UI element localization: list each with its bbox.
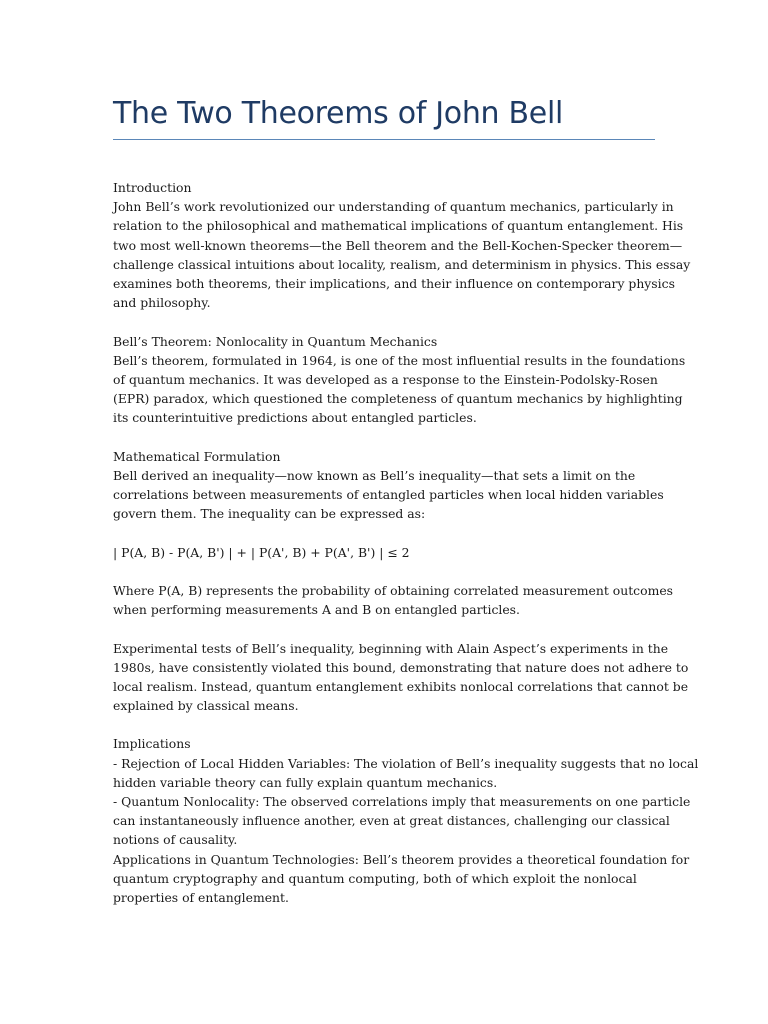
bell-inequality: | P(A, B) - P(A, B') | + | P(A', B) + P(A', B') | ≤ 2 — [113, 544, 410, 560]
list-item-line: - Rejection of Local Hidden Variables: The violation of Bell’s inequality suggests that no local — [113, 755, 699, 771]
title-underline — [113, 139, 655, 140]
paragraph-line: govern them. The inequality can be expressed as: — [113, 506, 426, 522]
paragraph-line: properties of entanglement. — [113, 889, 289, 905]
list-item-line: can instantaneously influence another, even at great distances, challenging our classical — [113, 813, 670, 829]
paragraph-line: correlations between measurements of entangled particles when local hidden variables — [113, 487, 664, 502]
section-inequality — [113, 543, 658, 562]
paragraph-line: of quantum mechanics. It was developed as a response to the Einstein-Podolsky-Rosen — [113, 371, 658, 387]
document-body — [113, 178, 699, 907]
section-bells-theorem — [113, 332, 686, 428]
paragraph-line: its counterintuitive predictions about entangled particles. — [113, 410, 477, 426]
paragraph-line: Applications in Quantum Technologies: Bell’s theorem provides a theoretical foundation for — [113, 851, 690, 867]
paragraph-line: Bell’s theorem, formulated in 1964, is one of the most influential results in the foundations — [113, 352, 686, 368]
section-experimental-tests — [113, 639, 689, 716]
paragraph-line: Where P(A, B) represents the probability of obtaining correlated measurement outcomes — [113, 582, 674, 598]
paragraph-line: and philosophy. — [113, 295, 211, 311]
paragraph-spacer — [113, 523, 658, 542]
paragraph-line: two most well-known theorems—the Bell theorem and the Bell-Kochen-Specker theorem— — [113, 237, 683, 253]
paragraph-line: local realism. Instead, quantum entanglement exhibits nonlocal correlations that cannot be — [113, 678, 689, 694]
paragraph-line: quantum cryptography and quantum computing, both of which exploit the nonlocal — [113, 870, 637, 886]
paragraph-line: challenge classical intuitions about locality, realism, and determinism in physics. This essay — [113, 256, 691, 272]
list-item-line: hidden variable theory can fully explain quantum mechanics. — [113, 774, 498, 790]
section-mathematical-formulation — [113, 447, 664, 524]
section-probability-definition — [113, 581, 674, 619]
paragraph-line: examines both theorems, their implications, and their influence on contemporary physics — [113, 275, 675, 291]
document-title: The Two Theorems of John Bell — [113, 96, 564, 131]
paragraph-spacer — [113, 715, 658, 734]
section-implications — [113, 734, 699, 907]
section-heading: Mathematical Formulation — [113, 448, 281, 464]
paragraph-spacer — [113, 312, 658, 331]
paragraph-line: explained by classical means. — [113, 698, 299, 714]
paragraph-line: relation to the philosophical and mathematical implications of quantum entanglement. His — [113, 218, 684, 234]
section-heading: Implications — [113, 736, 191, 752]
paragraph-line: John Bell’s work revolutionized our understanding of quantum mechanics, particularly in — [113, 199, 674, 215]
paragraph-spacer — [113, 619, 658, 638]
paragraph-spacer — [113, 562, 658, 581]
section-introduction — [113, 178, 691, 312]
paragraph-line: (EPR) paradox, which questioned the completeness of quantum mechanics by highlighting — [113, 391, 683, 407]
paragraph-line: Experimental tests of Bell’s inequality, beginning with Alain Aspect’s experiments in the — [113, 640, 669, 656]
list-item-line: - Quantum Nonlocality: The observed correlations imply that measurements on one particle — [113, 794, 691, 809]
paragraph-line: Bell derived an inequality—now known as Bell’s inequality—that sets a limit on the — [113, 467, 636, 483]
paragraph-spacer — [113, 427, 658, 446]
paragraph-line: when performing measurements A and B on entangled particles. — [113, 602, 520, 618]
section-heading: Bell’s Theorem: Nonlocality in Quantum Mechanics — [113, 333, 438, 349]
paragraph-line: 1980s, have consistently violated this bound, demonstrating that nature does not adhere to — [113, 659, 689, 675]
section-heading: Introduction — [113, 180, 192, 195]
list-item-line: notions of causality. — [113, 832, 238, 848]
